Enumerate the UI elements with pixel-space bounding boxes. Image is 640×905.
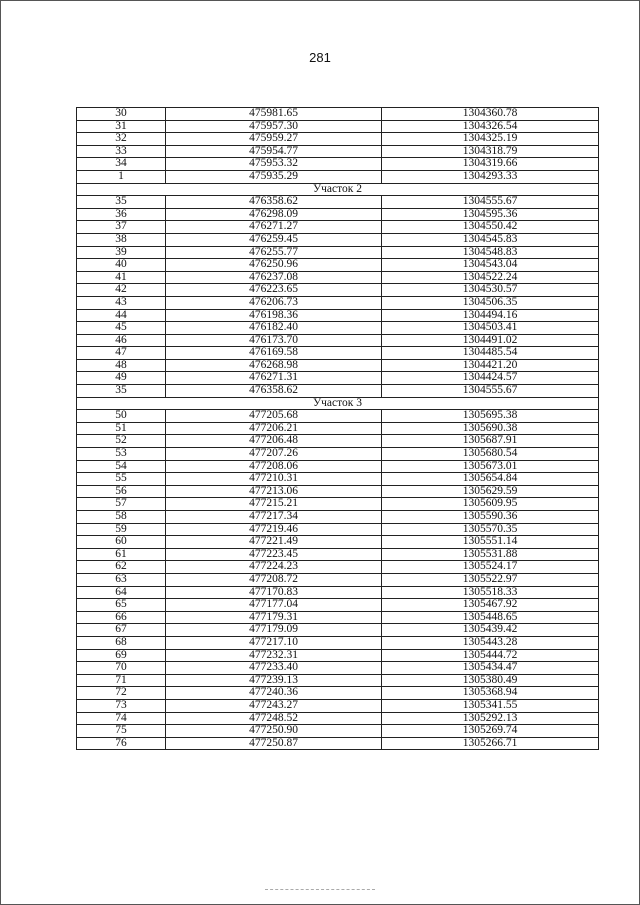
y-coordinate-cell: 1304293.33 xyxy=(382,170,599,183)
table-row xyxy=(77,145,599,158)
point-number-cell: 42 xyxy=(77,284,166,297)
y-coordinate-cell: 1305531.88 xyxy=(382,548,599,561)
table-row xyxy=(77,309,599,322)
table-row xyxy=(77,712,599,725)
x-coordinate-cell: 476271.31 xyxy=(166,372,382,385)
x-coordinate-cell: 475959.27 xyxy=(166,133,382,146)
y-coordinate-cell: 1304421.20 xyxy=(382,359,599,372)
section-header-row xyxy=(77,397,599,410)
x-coordinate-cell: 476358.62 xyxy=(166,385,382,398)
y-coordinate-cell: 1304319.66 xyxy=(382,158,599,171)
x-coordinate-cell: 477207.26 xyxy=(166,448,382,461)
bottom-rule xyxy=(265,889,375,890)
x-coordinate-cell: 475953.32 xyxy=(166,158,382,171)
table-row xyxy=(77,259,599,272)
y-coordinate-cell: 1304325.19 xyxy=(382,133,599,146)
table-row xyxy=(77,498,599,511)
y-coordinate-cell: 1304494.16 xyxy=(382,309,599,322)
table-row xyxy=(77,448,599,461)
y-coordinate-cell: 1304424.57 xyxy=(382,372,599,385)
point-number-cell: 71 xyxy=(77,674,166,687)
point-number-cell: 47 xyxy=(77,347,166,360)
table-row xyxy=(77,573,599,586)
point-number-cell: 30 xyxy=(77,108,166,121)
y-coordinate-cell: 1305448.65 xyxy=(382,611,599,624)
y-coordinate-cell: 1304550.42 xyxy=(382,221,599,234)
table-row xyxy=(77,221,599,234)
point-number-cell: 68 xyxy=(77,636,166,649)
table-row xyxy=(77,548,599,561)
table-row xyxy=(77,334,599,347)
point-number-cell: 65 xyxy=(77,599,166,612)
point-number-cell: 43 xyxy=(77,296,166,309)
x-coordinate-cell: 476268.98 xyxy=(166,359,382,372)
x-coordinate-cell: 477208.72 xyxy=(166,573,382,586)
table-row xyxy=(77,636,599,649)
point-number-cell: 1 xyxy=(77,170,166,183)
point-number-cell: 49 xyxy=(77,372,166,385)
x-coordinate-cell: 477206.21 xyxy=(166,422,382,435)
table-row xyxy=(77,674,599,687)
table-row xyxy=(77,158,599,171)
y-coordinate-cell: 1305654.84 xyxy=(382,473,599,486)
x-coordinate-cell: 477217.10 xyxy=(166,636,382,649)
y-coordinate-cell: 1304555.67 xyxy=(382,385,599,398)
table-row xyxy=(77,473,599,486)
table-row xyxy=(77,611,599,624)
y-coordinate-cell: 1305524.17 xyxy=(382,561,599,574)
point-number-cell: 67 xyxy=(77,624,166,637)
point-number-cell: 34 xyxy=(77,158,166,171)
table-row xyxy=(77,233,599,246)
x-coordinate-cell: 476298.09 xyxy=(166,208,382,221)
point-number-cell: 41 xyxy=(77,271,166,284)
y-coordinate-cell: 1305673.01 xyxy=(382,460,599,473)
y-coordinate-cell: 1305687.91 xyxy=(382,435,599,448)
x-coordinate-cell: 477240.36 xyxy=(166,687,382,700)
y-coordinate-cell: 1304543.04 xyxy=(382,259,599,272)
y-coordinate-cell: 1304545.83 xyxy=(382,233,599,246)
x-coordinate-cell: 477213.06 xyxy=(166,485,382,498)
y-coordinate-cell: 1305467.92 xyxy=(382,599,599,612)
point-number-cell: 39 xyxy=(77,246,166,259)
x-coordinate-cell: 476173.70 xyxy=(166,334,382,347)
x-coordinate-cell: 477243.27 xyxy=(166,699,382,712)
x-coordinate-cell: 477248.52 xyxy=(166,712,382,725)
section-title: Участок 3 xyxy=(77,397,599,410)
table-row xyxy=(77,271,599,284)
table-row xyxy=(77,599,599,612)
y-coordinate-cell: 1305680.54 xyxy=(382,448,599,461)
x-coordinate-cell: 477177.04 xyxy=(166,599,382,612)
x-coordinate-cell: 477170.83 xyxy=(166,586,382,599)
page-number: 281 xyxy=(309,50,331,65)
y-coordinate-cell: 1305439.42 xyxy=(382,624,599,637)
y-coordinate-cell: 1305434.47 xyxy=(382,662,599,675)
y-coordinate-cell: 1305609.95 xyxy=(382,498,599,511)
point-number-cell: 44 xyxy=(77,309,166,322)
table-row xyxy=(77,561,599,574)
table-row xyxy=(77,208,599,221)
x-coordinate-cell: 477223.45 xyxy=(166,548,382,561)
table-row xyxy=(77,699,599,712)
table-row xyxy=(77,120,599,133)
x-coordinate-cell: 477239.13 xyxy=(166,674,382,687)
y-coordinate-cell: 1304548.83 xyxy=(382,246,599,259)
x-coordinate-cell: 475957.30 xyxy=(166,120,382,133)
point-number-cell: 66 xyxy=(77,611,166,624)
point-number-cell: 53 xyxy=(77,448,166,461)
table-row xyxy=(77,624,599,637)
table-row xyxy=(77,536,599,549)
x-coordinate-cell: 477179.31 xyxy=(166,611,382,624)
table-row xyxy=(77,108,599,121)
point-number-cell: 56 xyxy=(77,485,166,498)
point-number-cell: 58 xyxy=(77,511,166,524)
x-coordinate-cell: 477232.31 xyxy=(166,649,382,662)
x-coordinate-cell: 476182.40 xyxy=(166,322,382,335)
x-coordinate-cell: 476169.58 xyxy=(166,347,382,360)
section-header-row xyxy=(77,183,599,196)
x-coordinate-cell: 477205.68 xyxy=(166,410,382,423)
table-row xyxy=(77,523,599,536)
point-number-cell: 55 xyxy=(77,473,166,486)
point-number-cell: 35 xyxy=(77,196,166,209)
x-coordinate-cell: 477179.09 xyxy=(166,624,382,637)
x-coordinate-cell: 477224.23 xyxy=(166,561,382,574)
y-coordinate-cell: 1305380.49 xyxy=(382,674,599,687)
y-coordinate-cell: 1305269.74 xyxy=(382,725,599,738)
point-number-cell: 72 xyxy=(77,687,166,700)
point-number-cell: 37 xyxy=(77,221,166,234)
table-row xyxy=(77,460,599,473)
y-coordinate-cell: 1304595.36 xyxy=(382,208,599,221)
x-coordinate-cell: 477250.87 xyxy=(166,737,382,750)
x-coordinate-cell: 476358.62 xyxy=(166,196,382,209)
point-number-cell: 40 xyxy=(77,259,166,272)
x-coordinate-cell: 477215.21 xyxy=(166,498,382,511)
point-number-cell: 38 xyxy=(77,233,166,246)
table-row xyxy=(77,347,599,360)
table-row xyxy=(77,649,599,662)
y-coordinate-cell: 1305518.33 xyxy=(382,586,599,599)
point-number-cell: 31 xyxy=(77,120,166,133)
point-number-cell: 75 xyxy=(77,725,166,738)
x-coordinate-cell: 475935.29 xyxy=(166,170,382,183)
x-coordinate-cell: 477217.34 xyxy=(166,511,382,524)
y-coordinate-cell: 1305292.13 xyxy=(382,712,599,725)
point-number-cell: 52 xyxy=(77,435,166,448)
point-number-cell: 50 xyxy=(77,410,166,423)
point-number-cell: 73 xyxy=(77,699,166,712)
x-coordinate-cell: 477221.49 xyxy=(166,536,382,549)
point-number-cell: 74 xyxy=(77,712,166,725)
y-coordinate-cell: 1304503.41 xyxy=(382,322,599,335)
point-number-cell: 36 xyxy=(77,208,166,221)
point-number-cell: 64 xyxy=(77,586,166,599)
y-coordinate-cell: 1304326.54 xyxy=(382,120,599,133)
table-row xyxy=(77,485,599,498)
x-coordinate-cell: 475981.65 xyxy=(166,108,382,121)
table-row xyxy=(77,422,599,435)
y-coordinate-cell: 1305551.14 xyxy=(382,536,599,549)
point-number-cell: 32 xyxy=(77,133,166,146)
y-coordinate-cell: 1304522.24 xyxy=(382,271,599,284)
table-row xyxy=(77,359,599,372)
table-row xyxy=(77,196,599,209)
coordinates-table xyxy=(76,107,599,750)
table-row xyxy=(77,284,599,297)
point-number-cell: 33 xyxy=(77,145,166,158)
x-coordinate-cell: 477233.40 xyxy=(166,662,382,675)
table-row xyxy=(77,662,599,675)
point-number-cell: 35 xyxy=(77,385,166,398)
y-coordinate-cell: 1304485.54 xyxy=(382,347,599,360)
x-coordinate-cell: 476255.77 xyxy=(166,246,382,259)
y-coordinate-cell: 1305443.28 xyxy=(382,636,599,649)
point-number-cell: 61 xyxy=(77,548,166,561)
point-number-cell: 46 xyxy=(77,334,166,347)
x-coordinate-cell: 476271.27 xyxy=(166,221,382,234)
y-coordinate-cell: 1305368.94 xyxy=(382,687,599,700)
table-row xyxy=(77,435,599,448)
y-coordinate-cell: 1304506.35 xyxy=(382,296,599,309)
point-number-cell: 63 xyxy=(77,573,166,586)
y-coordinate-cell: 1304491.02 xyxy=(382,334,599,347)
point-number-cell: 59 xyxy=(77,523,166,536)
table-row xyxy=(77,725,599,738)
point-number-cell: 70 xyxy=(77,662,166,675)
x-coordinate-cell: 477210.31 xyxy=(166,473,382,486)
x-coordinate-cell: 476206.73 xyxy=(166,296,382,309)
x-coordinate-cell: 476250.96 xyxy=(166,259,382,272)
table-row xyxy=(77,170,599,183)
x-coordinate-cell: 477250.90 xyxy=(166,725,382,738)
table-row xyxy=(77,586,599,599)
y-coordinate-cell: 1304555.67 xyxy=(382,196,599,209)
y-coordinate-cell: 1305444.72 xyxy=(382,649,599,662)
table-row xyxy=(77,296,599,309)
y-coordinate-cell: 1305629.59 xyxy=(382,485,599,498)
x-coordinate-cell: 476223.65 xyxy=(166,284,382,297)
point-number-cell: 45 xyxy=(77,322,166,335)
section-title: Участок 2 xyxy=(77,183,599,196)
table-row xyxy=(77,385,599,398)
y-coordinate-cell: 1304318.79 xyxy=(382,145,599,158)
x-coordinate-cell: 475954.77 xyxy=(166,145,382,158)
table-row xyxy=(77,322,599,335)
table-row xyxy=(77,246,599,259)
x-coordinate-cell: 477206.48 xyxy=(166,435,382,448)
table-row xyxy=(77,737,599,750)
y-coordinate-cell: 1305690.38 xyxy=(382,422,599,435)
y-coordinate-cell: 1305570.35 xyxy=(382,523,599,536)
y-coordinate-cell: 1304530.57 xyxy=(382,284,599,297)
table-row xyxy=(77,687,599,700)
point-number-cell: 48 xyxy=(77,359,166,372)
table-row xyxy=(77,511,599,524)
x-coordinate-cell: 477219.46 xyxy=(166,523,382,536)
x-coordinate-cell: 476198.36 xyxy=(166,309,382,322)
coordinates-table-body xyxy=(77,108,599,750)
x-coordinate-cell: 477208.06 xyxy=(166,460,382,473)
point-number-cell: 76 xyxy=(77,737,166,750)
x-coordinate-cell: 476237.08 xyxy=(166,271,382,284)
y-coordinate-cell: 1304360.78 xyxy=(382,108,599,121)
x-coordinate-cell: 476259.45 xyxy=(166,233,382,246)
y-coordinate-cell: 1305590.36 xyxy=(382,511,599,524)
point-number-cell: 69 xyxy=(77,649,166,662)
table-row xyxy=(77,372,599,385)
y-coordinate-cell: 1305341.55 xyxy=(382,699,599,712)
y-coordinate-cell: 1305522.97 xyxy=(382,573,599,586)
point-number-cell: 62 xyxy=(77,561,166,574)
point-number-cell: 57 xyxy=(77,498,166,511)
y-coordinate-cell: 1305266.71 xyxy=(382,737,599,750)
table-row xyxy=(77,133,599,146)
point-number-cell: 60 xyxy=(77,536,166,549)
point-number-cell: 51 xyxy=(77,422,166,435)
point-number-cell: 54 xyxy=(77,460,166,473)
table-row xyxy=(77,410,599,423)
y-coordinate-cell: 1305695.38 xyxy=(382,410,599,423)
